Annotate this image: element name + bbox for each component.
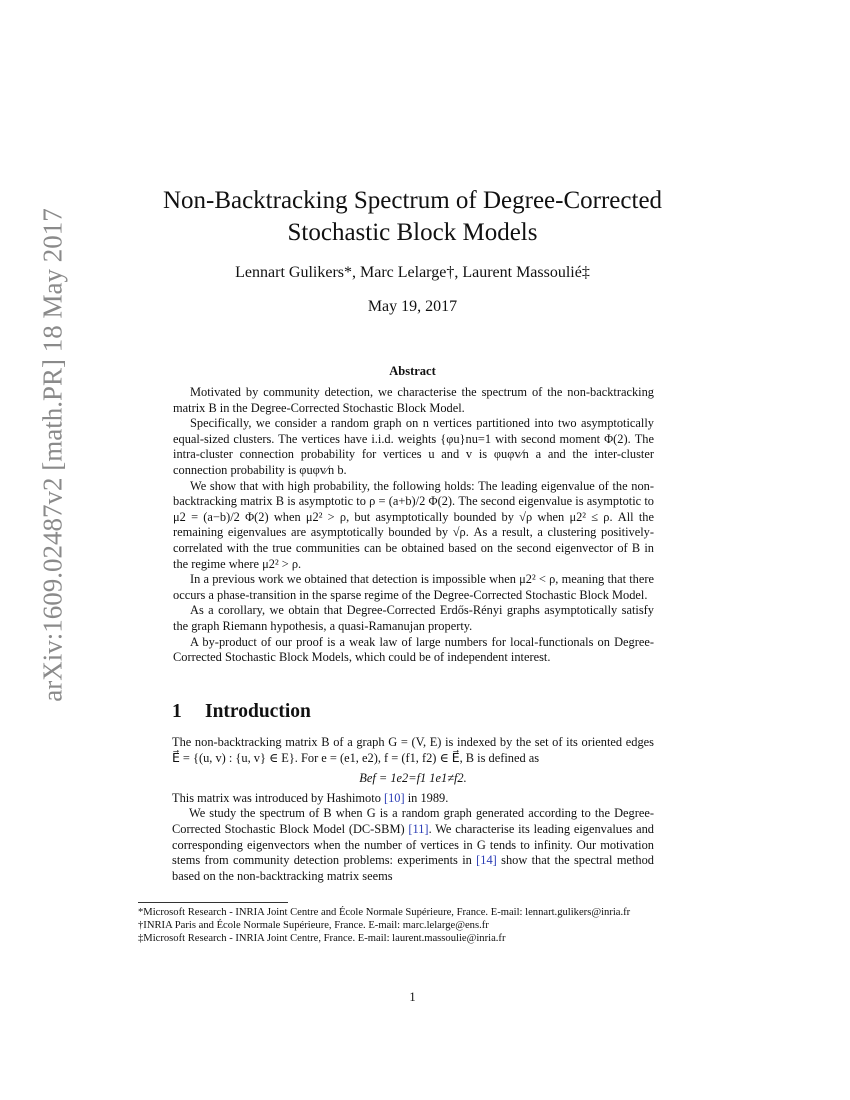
citation-link[interactable]: [11] [408,821,429,836]
footnote: *Microsoft Research - INRIA Joint Centre and École Normale Supérieure, France. E-mail: lennart.gulikers@inria.fr [138,907,631,918]
abstract-heading: Abstract [389,364,436,378]
abstract-paragraph: As a corollary, we obtain that Degree-Corrected Erdős-Rényi graphs asymptotically satisfy the graph Riemann hypothesis, a quasi-Ramanujan property. [173,603,654,633]
author-list: Lennart Gulikers*, Marc Lelarge†, Laurent Massoulié‡ [235,264,590,281]
abstract-block [173,385,654,666]
section-number: 1 [172,701,182,722]
footnote: ‡Microsoft Research - INRIA Joint Centre, France. E-mail: laurent.massoulie@inria.fr [138,933,506,945]
body-text: . We characterise its leading eigenvalues and corresponding eigenvectors when the number of vertices in G tends to infinity. Our motivation stems from community detection problems: experiments in [172,821,654,868]
abstract-paragraph: A by-product of our proof is a weak law of large numbers for local-functionals on Degree-Corrected Stochastic Block Models, which could be of independent interest. [173,634,654,665]
page-number: 1 [409,990,416,1004]
display-equation: Bef = 1e2=f1 1e1≠f2. [359,771,467,786]
introduction-body [172,735,654,884]
paper-date: May 19, 2017 [367,298,458,315]
abstract-paragraph: Motivated by community detection, we characterise the spectrum of the non-backtracking matrix B in the Degree-Corrected Stochastic Block Model. [173,385,654,415]
section-title: Introduction [205,701,311,722]
body-text: in 1989. [404,790,449,805]
citation-link[interactable]: [14] [476,853,497,868]
body-paragraph [172,806,654,884]
footnote: †INRIA Paris and École Normale Supérieure, France. E-mail: marc.lelarge@ens.fr [138,920,489,932]
citation-link[interactable]: [10] [383,790,405,805]
body-text: show that the spectral method based on the non-backtracking matrix seems [172,853,654,883]
abstract-paragraph: Specifically, we consider a random graph on n vertices partitioned into two asymptotically equal-sized clusters. The vertices have i.i.d. weights {φu}nu=1 with second moment Φ(2). The intra-cluster connection probability for vertices u and v is φuφv⁄n a and the inter-cluster connection probability is φuφv⁄n b. [173,416,654,477]
arxiv-identifier: arXiv:1609.02487v2 [math.PR] 18 May 2017 [37,208,68,702]
section-heading-introduction [172,701,311,723]
footnotes [138,906,693,946]
paper-title: Non-Backtracking Spectrum of Degree-Corrected Stochastic Block Models [162,187,663,246]
footnote-divider [138,902,288,903]
body-text: We study the spectrum of B when G is a random graph generated according to the Degree-Corrected Stochastic Block Model (DC-SBM) [172,806,654,836]
abstract-paragraph: In a previous work we obtained that detection is impossible when μ2² < ρ, meaning that there occurs a phase-transition in the sparse regime of the Degree-Corrected Stochastic Block Model. [173,572,654,602]
body-paragraph [172,791,654,807]
body-paragraph: The non-backtracking matrix B of a graph G = (V, E) is indexed by the set of its oriented edges E⃗ = {(u, v) : {u, v} ∈ E}. For e = (e1, e2), f = (f1, f2) ∈ E⃗, B is defined as [172,735,654,765]
abstract-paragraph: We show that with high probability, the following holds: The leading eigenvalue of the non-backtracking matrix B is asymptotic to ρ = (a+b)/2 Φ(2). The second eigenvalue is asymptotic to μ2 = (a−b)/2 Φ(2) when μ2² > ρ, but asymptotically bounded by √ρ when μ2² ≤ ρ. All the remaining eigenvalues are asymptotically bounded by √ρ. As a result, a clustering positively-correlated with the true communities can be obtained based on the second eigenvector of B in the regime where μ2² > ρ. [173,478,654,571]
body-text: This matrix was introduced by Hashimoto [172,790,384,805]
